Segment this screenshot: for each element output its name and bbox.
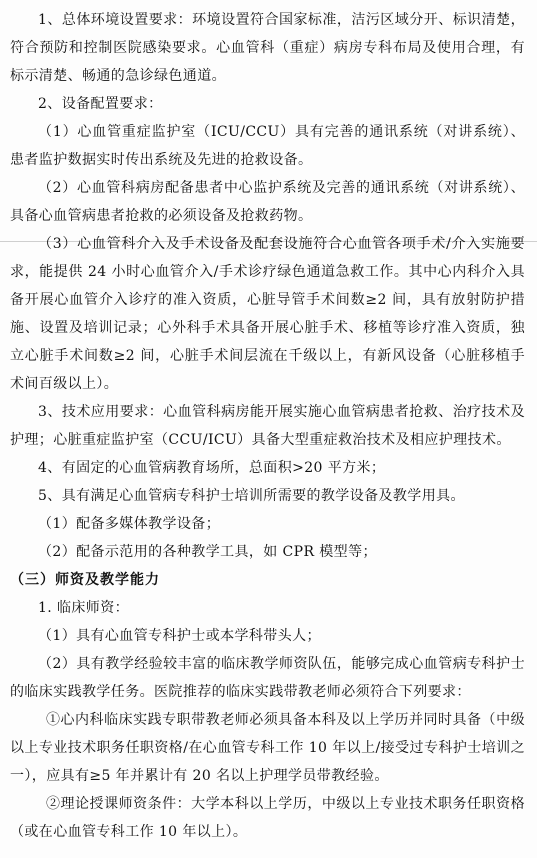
- paragraph-teaching-team: （2）具有教学经验较丰富的临床教学师资队伍，能够完成心血管病专科护士的临床实践教学任务。医院推荐的临床实践带教老师必须符合下列要求：: [10, 656, 525, 700]
- paragraph-teaching-equipment: 5、具有满足心血管病专科护士培训所需要的教学设备及教学用具。: [38, 488, 465, 504]
- paragraph-education-venue: 4、有固定的心血管病教育场所，总面积>20 平方米；: [38, 460, 386, 476]
- paragraph-clinical-faculty: 1. 临床师资：: [38, 600, 130, 616]
- paragraph-technology-requirements: 3、技术应用要求：心血管科病房能开展实施心血管病患者抢救、治疗技术及护理；心脏重症监护室（CCU/ICU）具备大型重症救治技术及相应护理技术。: [10, 404, 525, 448]
- paragraph-specialist-nurse: （1）具有心血管专科护士或本学科带头人；: [38, 628, 321, 644]
- paragraph-theory-instructor-requirements: ②理论授课师资条件：大学本科以上学历，中级以上专业技术职务任职资格（或在心血管专科工作 10 年以上）。: [10, 796, 525, 840]
- paragraph-intervention-surgery: （3）心血管科介入及手术设备及配套设施符合心血管各项手术/介入实施要求，能提供 24 小时心血管介入/手术诊疗绿色通道急救工作。其中心内科介入具备开展心血管介入诊疗的准入资质，心脏导管手术间数≥2 间，具有放射防护措施、设置及培训记录；心外科手术具备开展心脏手术、移植等诊疗准入资质，独立心脏手术间数≥2 间，心脏手术间层流在千级以上，有新风设备（心脏移植手术间百级以上）。: [10, 236, 525, 392]
- paragraph-equipment-heading: 2、设备配置要求：: [38, 96, 163, 112]
- paragraph-environment-requirements: 1、总体环境设置要求：环境设置符合国家标准，洁污区域分开、标识清楚，符合预防和控制医院感染要求。心血管科（重症）病房专科布局及使用合理，有标示清楚、畅通的急诊绿色通道。: [10, 12, 525, 84]
- paragraph-ward-monitoring: （2）心血管科病房配备患者中心监护系统及完善的通讯系统（对讲系统）、具备心血管病患者抢救的必须设备及抢救药物。: [10, 180, 525, 224]
- paragraph-clinical-instructor-requirements: ①心内科临床实践专职带教老师必须具备本科及以上学历并同时具备（中级以上专业技术职务任职资格/在心血管专科工作 10 年以上/接受过专科护士培训之一），应具有≥5 年并累计有 20 名以上护理学员带教经验。: [10, 712, 525, 784]
- paragraph-demo-tools: （2）配备示范用的各种教学工具，如 CPR 模型等；: [38, 544, 377, 560]
- section-heading-faculty: （三）师资及教学能力: [10, 572, 160, 588]
- paragraph-icu-ccu-equipment: （1）心血管重症监护室（ICU/CCU）具有完善的通讯系统（对讲系统）、患者监护数据实时传出系统及先进的抢救设备。: [10, 124, 525, 168]
- paragraph-multimedia: （1）配备多媒体教学设备；: [38, 516, 221, 532]
